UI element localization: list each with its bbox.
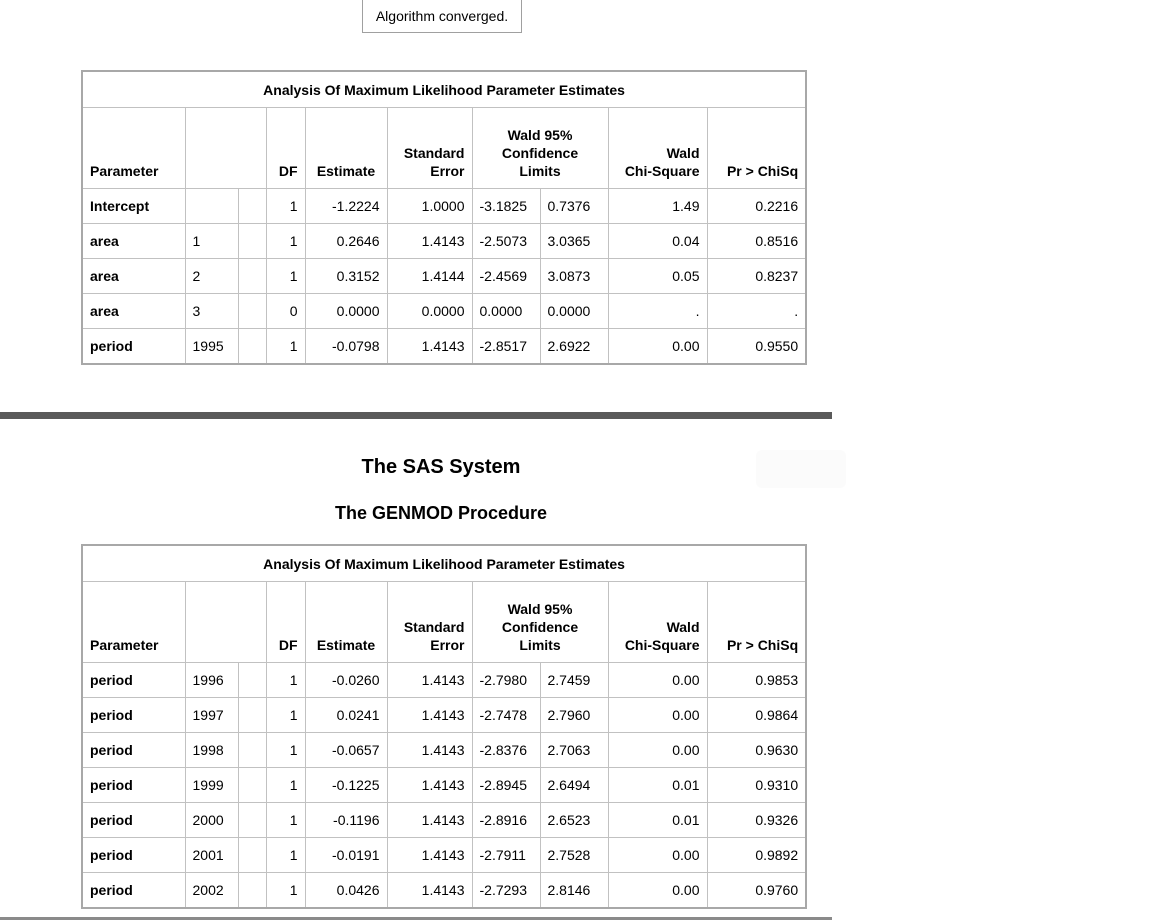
cell-upper-limit: 2.7960 — [540, 698, 608, 733]
cell-estimate: -0.0260 — [305, 663, 387, 698]
cell-spacer — [238, 873, 266, 909]
cell-parameter: period — [82, 838, 185, 873]
cell-upper-limit: 2.7528 — [540, 838, 608, 873]
system-title: The SAS System — [361, 456, 521, 478]
cell-chi-square: 0.00 — [608, 733, 707, 768]
table-row — [82, 329, 806, 365]
col-header-pr-chisq: Pr > ChiSq — [707, 582, 806, 663]
cell-spacer — [238, 329, 266, 365]
cell-level: 2 — [185, 259, 238, 294]
col-header-standard-error: Standard Error — [387, 108, 472, 189]
cell-chi-square: 0.00 — [608, 698, 707, 733]
col-header-parameter: Parameter — [82, 108, 185, 189]
col-header-estimate: Estimate — [305, 108, 387, 189]
cell-df: 1 — [266, 733, 305, 768]
cell-upper-limit: 0.0000 — [540, 294, 608, 329]
convergence-note: Algorithm converged. — [362, 0, 522, 33]
cell-parameter: area — [82, 259, 185, 294]
cell-chi-square: 0.00 — [608, 329, 707, 365]
cell-upper-limit: 2.7459 — [540, 663, 608, 698]
cell-standard-error: 1.4143 — [387, 329, 472, 365]
cell-pr-chisq: 0.8516 — [707, 224, 806, 259]
cell-chi-square: . — [608, 294, 707, 329]
cell-spacer — [238, 663, 266, 698]
cell-parameter: period — [82, 768, 185, 803]
cell-lower-limit: -2.8517 — [472, 329, 540, 365]
cell-level: 2001 — [185, 838, 238, 873]
cell-df: 1 — [266, 698, 305, 733]
col-header-level — [185, 582, 266, 663]
page-divider — [0, 412, 832, 419]
cell-estimate: 0.2646 — [305, 224, 387, 259]
cell-df: 1 — [266, 259, 305, 294]
cell-estimate: -0.0657 — [305, 733, 387, 768]
table-caption: Analysis Of Maximum Likelihood Parameter Estimates — [82, 545, 806, 582]
cell-standard-error: 1.4143 — [387, 224, 472, 259]
table-row — [82, 259, 806, 294]
cell-estimate: 0.0000 — [305, 294, 387, 329]
cell-pr-chisq: 0.9853 — [707, 663, 806, 698]
cell-level: 1997 — [185, 698, 238, 733]
cell-parameter: period — [82, 803, 185, 838]
cell-parameter: Intercept — [82, 189, 185, 224]
col-header-confidence-limits: Wald 95% Confidence Limits — [472, 582, 608, 663]
cell-parameter: period — [82, 329, 185, 365]
col-header-parameter: Parameter — [82, 582, 185, 663]
cell-level: 1995 — [185, 329, 238, 365]
table-row — [82, 838, 806, 873]
cell-pr-chisq: 0.9550 — [707, 329, 806, 365]
cell-lower-limit: -2.8376 — [472, 733, 540, 768]
cell-estimate: -1.2224 — [305, 189, 387, 224]
cell-pr-chisq: 0.8237 — [707, 259, 806, 294]
cell-df: 1 — [266, 803, 305, 838]
cell-lower-limit: -3.1825 — [472, 189, 540, 224]
cell-level: 1996 — [185, 663, 238, 698]
table-caption: Analysis Of Maximum Likelihood Parameter Estimates — [82, 71, 806, 108]
cell-level — [185, 189, 238, 224]
cell-parameter: period — [82, 663, 185, 698]
cell-chi-square: 0.04 — [608, 224, 707, 259]
cell-pr-chisq: 0.9326 — [707, 803, 806, 838]
cell-df: 1 — [266, 189, 305, 224]
cell-level: 1998 — [185, 733, 238, 768]
cell-standard-error: 1.4143 — [387, 768, 472, 803]
cell-spacer — [238, 224, 266, 259]
cell-df: 1 — [266, 838, 305, 873]
cell-upper-limit: 2.6523 — [540, 803, 608, 838]
table-row — [82, 803, 806, 838]
cell-chi-square: 0.01 — [608, 803, 707, 838]
cell-level: 3 — [185, 294, 238, 329]
col-header-standard-error: Standard Error — [387, 582, 472, 663]
cell-estimate: -0.1196 — [305, 803, 387, 838]
cell-level: 1 — [185, 224, 238, 259]
cell-standard-error: 1.4143 — [387, 873, 472, 909]
cell-df: 1 — [266, 768, 305, 803]
cell-upper-limit: 0.7376 — [540, 189, 608, 224]
cell-lower-limit: -2.5073 — [472, 224, 540, 259]
cell-pr-chisq: 0.2216 — [707, 189, 806, 224]
cell-spacer — [238, 259, 266, 294]
cell-lower-limit: -2.7980 — [472, 663, 540, 698]
cell-spacer — [238, 189, 266, 224]
cell-lower-limit: -2.8945 — [472, 768, 540, 803]
table-row — [82, 663, 806, 698]
cell-standard-error: 1.4143 — [387, 733, 472, 768]
cell-level: 2002 — [185, 873, 238, 909]
col-header-df: DF — [266, 582, 305, 663]
cell-lower-limit: -2.8916 — [472, 803, 540, 838]
cell-parameter: period — [82, 698, 185, 733]
col-header-level — [185, 108, 266, 189]
cell-upper-limit: 2.7063 — [540, 733, 608, 768]
cell-df: 1 — [266, 663, 305, 698]
col-header-pr-chisq: Pr > ChiSq — [707, 108, 806, 189]
cell-upper-limit: 2.6494 — [540, 768, 608, 803]
cell-level: 2000 — [185, 803, 238, 838]
cell-pr-chisq: . — [707, 294, 806, 329]
cell-df: 1 — [266, 329, 305, 365]
table-row — [82, 189, 806, 224]
cell-parameter: area — [82, 294, 185, 329]
cell-pr-chisq: 0.9760 — [707, 873, 806, 909]
cell-upper-limit: 2.8146 — [540, 873, 608, 909]
cell-lower-limit: -2.7911 — [472, 838, 540, 873]
cell-df: 1 — [266, 224, 305, 259]
parameter-estimates-table-2 — [81, 544, 807, 909]
cell-spacer — [238, 768, 266, 803]
cell-spacer — [238, 698, 266, 733]
cell-standard-error: 1.4144 — [387, 259, 472, 294]
cell-chi-square: 0.00 — [608, 838, 707, 873]
cell-estimate: -0.0191 — [305, 838, 387, 873]
cell-lower-limit: 0.0000 — [472, 294, 540, 329]
cell-pr-chisq: 0.9310 — [707, 768, 806, 803]
table-row — [82, 294, 806, 329]
cell-pr-chisq: 0.9630 — [707, 733, 806, 768]
cell-standard-error: 1.4143 — [387, 698, 472, 733]
cell-chi-square: 0.05 — [608, 259, 707, 294]
cell-estimate: -0.0798 — [305, 329, 387, 365]
cell-level: 1999 — [185, 768, 238, 803]
cell-lower-limit: -2.7293 — [472, 873, 540, 909]
cell-chi-square: 1.49 — [608, 189, 707, 224]
col-header-estimate: Estimate — [305, 582, 387, 663]
cell-parameter: area — [82, 224, 185, 259]
cell-upper-limit: 3.0365 — [540, 224, 608, 259]
parameter-estimates-table-1 — [81, 70, 807, 365]
cell-spacer — [238, 803, 266, 838]
col-header-chi-square: Wald Chi-Square — [608, 582, 707, 663]
cell-pr-chisq: 0.9864 — [707, 698, 806, 733]
cell-estimate: 0.3152 — [305, 259, 387, 294]
cell-upper-limit: 3.0873 — [540, 259, 608, 294]
cell-chi-square: 0.00 — [608, 663, 707, 698]
cell-standard-error: 0.0000 — [387, 294, 472, 329]
cell-lower-limit: -2.7478 — [472, 698, 540, 733]
cell-chi-square: 0.00 — [608, 873, 707, 909]
col-header-df: DF — [266, 108, 305, 189]
procedure-title: The GENMOD Procedure — [334, 503, 548, 523]
cell-lower-limit: -2.4569 — [472, 259, 540, 294]
cell-estimate: 0.0426 — [305, 873, 387, 909]
cell-parameter: period — [82, 873, 185, 909]
col-header-chi-square: Wald Chi-Square — [608, 108, 707, 189]
table-row — [82, 698, 806, 733]
cell-standard-error: 1.0000 — [387, 189, 472, 224]
col-header-confidence-limits: Wald 95% Confidence Limits — [472, 108, 608, 189]
cell-parameter: period — [82, 733, 185, 768]
cell-chi-square: 0.01 — [608, 768, 707, 803]
table-row — [82, 733, 806, 768]
cell-estimate: 0.0241 — [305, 698, 387, 733]
table-row — [82, 224, 806, 259]
cell-df: 0 — [266, 294, 305, 329]
cell-pr-chisq: 0.9892 — [707, 838, 806, 873]
cell-standard-error: 1.4143 — [387, 838, 472, 873]
cell-estimate: -0.1225 — [305, 768, 387, 803]
table-row — [82, 873, 806, 909]
cell-spacer — [238, 294, 266, 329]
cell-spacer — [238, 733, 266, 768]
cell-standard-error: 1.4143 — [387, 663, 472, 698]
cell-spacer — [238, 838, 266, 873]
cell-df: 1 — [266, 873, 305, 909]
cell-upper-limit: 2.6922 — [540, 329, 608, 365]
cell-standard-error: 1.4143 — [387, 803, 472, 838]
table-row — [82, 768, 806, 803]
